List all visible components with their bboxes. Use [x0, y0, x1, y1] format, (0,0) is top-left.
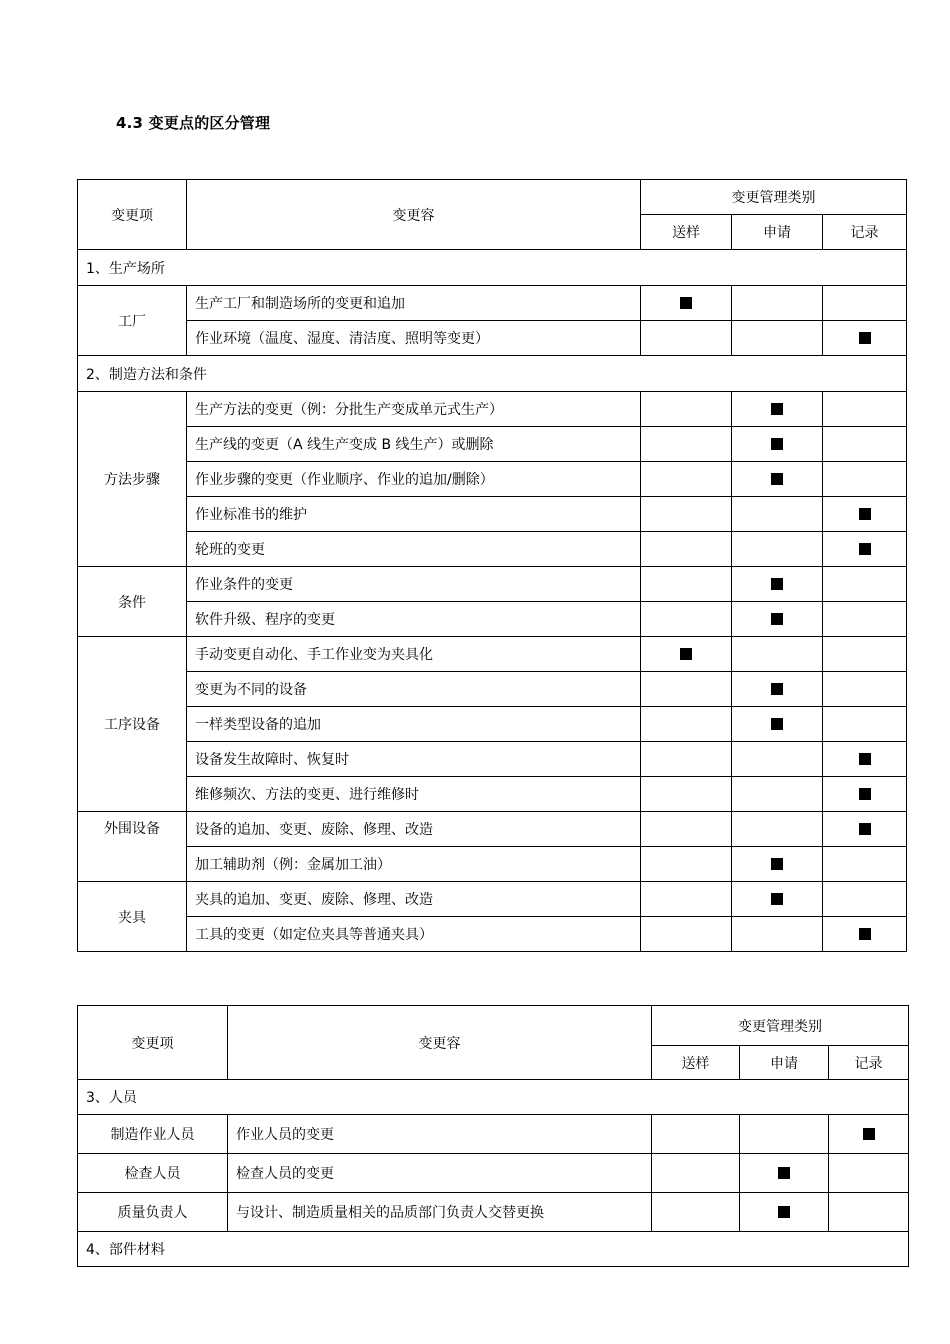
mark-cell-sample	[652, 1154, 740, 1193]
header-record: 记录	[829, 1046, 909, 1080]
section-title: 4、部件材料	[78, 1232, 909, 1267]
filled-square-icon	[859, 543, 871, 555]
mark-cell-record	[823, 917, 907, 952]
table-row	[78, 882, 907, 917]
change-content: 加工辅助剂（例：金属加工油）	[187, 847, 641, 882]
header-apply: 申请	[732, 215, 823, 250]
table-row	[78, 742, 907, 777]
filled-square-icon	[859, 753, 871, 765]
mark-cell-sample	[641, 286, 732, 321]
filled-square-icon	[680, 648, 692, 660]
table-row	[78, 497, 907, 532]
change-content: 夹具的追加、变更、废除、修理、改造	[187, 882, 641, 917]
section-title: 3、人员	[78, 1080, 909, 1115]
mark-cell-sample	[641, 392, 732, 427]
table-row	[78, 847, 907, 882]
filled-square-icon	[859, 788, 871, 800]
filled-square-icon	[863, 1128, 875, 1140]
mark-cell-sample	[641, 427, 732, 462]
mark-cell-record	[823, 812, 907, 847]
mark-cell-sample	[641, 602, 732, 637]
header-item: 变更项	[78, 1006, 228, 1080]
section-row	[78, 250, 907, 286]
mark-cell-record	[823, 882, 907, 917]
category-cell: 工序设备	[78, 637, 187, 812]
mark-cell-apply	[732, 777, 823, 812]
table-row	[78, 1193, 909, 1232]
category-cell: 夹具	[78, 882, 187, 952]
table-row	[78, 637, 907, 672]
mark-cell-record	[823, 497, 907, 532]
table-row	[78, 602, 907, 637]
mark-cell-record	[829, 1154, 909, 1193]
change-content: 与设计、制造质量相关的品质部门负责人交替更换	[228, 1193, 652, 1232]
table-row	[78, 427, 907, 462]
page-title: 4.3 变更点的区分管理	[116, 114, 271, 132]
mark-cell-sample	[641, 812, 732, 847]
filled-square-icon	[771, 403, 783, 415]
filled-square-icon	[771, 613, 783, 625]
filled-square-icon	[680, 297, 692, 309]
mark-cell-apply	[732, 321, 823, 356]
table-row	[78, 672, 907, 707]
change-content: 作业条件的变更	[187, 567, 641, 602]
table-row	[78, 707, 907, 742]
table-row	[78, 812, 907, 847]
table-row	[78, 567, 907, 602]
mark-cell-apply	[732, 742, 823, 777]
change-content: 变更为不同的设备	[187, 672, 641, 707]
change-content: 生产方法的变更（例：分批生产变成单元式生产）	[187, 392, 641, 427]
mark-cell-record	[823, 602, 907, 637]
mark-cell-record	[823, 637, 907, 672]
category-cell: 制造作业人员	[78, 1115, 228, 1154]
mark-cell-apply	[732, 532, 823, 567]
mark-cell-apply	[740, 1115, 829, 1154]
table-row	[78, 286, 907, 321]
header-apply: 申请	[740, 1046, 829, 1080]
section-title: 1、生产场所	[78, 250, 907, 286]
mark-cell-sample	[652, 1193, 740, 1232]
filled-square-icon	[859, 508, 871, 520]
mark-cell-apply	[732, 567, 823, 602]
mark-cell-record	[823, 427, 907, 462]
table-row	[78, 462, 907, 497]
filled-square-icon	[771, 893, 783, 905]
change-content: 生产线的变更（A 线生产变成 B 线生产）或删除	[187, 427, 641, 462]
mark-cell-sample	[641, 777, 732, 812]
change-content: 作业人员的变更	[228, 1115, 652, 1154]
mark-cell-apply	[732, 392, 823, 427]
filled-square-icon	[778, 1167, 790, 1179]
mark-cell-apply	[732, 427, 823, 462]
mark-cell-record	[823, 462, 907, 497]
mark-cell-apply	[732, 286, 823, 321]
table-row	[78, 1115, 909, 1154]
mark-cell-sample	[652, 1115, 740, 1154]
header-item: 变更项	[78, 180, 187, 250]
change-content: 设备的追加、变更、废除、修理、改造	[187, 812, 641, 847]
category-cell: 方法步骤	[78, 392, 187, 567]
mark-cell-record	[823, 847, 907, 882]
section-title: 2、制造方法和条件	[78, 356, 907, 392]
mark-cell-sample	[641, 742, 732, 777]
mark-cell-apply	[732, 462, 823, 497]
change-classification-table-1	[77, 179, 907, 952]
change-content: 一样类型设备的追加	[187, 707, 641, 742]
header-category: 变更管理类别	[641, 180, 907, 215]
section-row	[78, 1080, 909, 1115]
filled-square-icon	[771, 718, 783, 730]
mark-cell-apply	[732, 497, 823, 532]
change-content: 作业标准书的维护	[187, 497, 641, 532]
header-content: 变更容	[228, 1006, 652, 1080]
mark-cell-apply	[732, 637, 823, 672]
table-row	[78, 1154, 909, 1193]
mark-cell-apply	[732, 882, 823, 917]
mark-cell-apply	[740, 1154, 829, 1193]
mark-cell-apply	[732, 672, 823, 707]
change-content: 作业步骤的变更（作业顺序、作业的追加/删除）	[187, 462, 641, 497]
mark-cell-apply	[732, 707, 823, 742]
mark-cell-sample	[641, 707, 732, 742]
filled-square-icon	[771, 578, 783, 590]
change-content: 维修频次、方法的变更、进行维修时	[187, 777, 641, 812]
filled-square-icon	[771, 858, 783, 870]
mark-cell-sample	[641, 882, 732, 917]
change-content: 手动变更自动化、手工作业变为夹具化	[187, 637, 641, 672]
category-cell: 外围设备	[78, 812, 187, 882]
mark-cell-record	[823, 707, 907, 742]
header-record: 记录	[823, 215, 907, 250]
header-content: 变更容	[187, 180, 641, 250]
mark-cell-apply	[732, 917, 823, 952]
mark-cell-record	[829, 1193, 909, 1232]
category-cell: 条件	[78, 567, 187, 637]
mark-cell-record	[823, 286, 907, 321]
change-content: 作业环境（温度、湿度、清洁度、照明等变更）	[187, 321, 641, 356]
mark-cell-record	[823, 777, 907, 812]
mark-cell-record	[823, 672, 907, 707]
mark-cell-record	[823, 742, 907, 777]
change-content: 设备发生故障时、恢复时	[187, 742, 641, 777]
mark-cell-apply	[732, 812, 823, 847]
category-cell: 检查人员	[78, 1154, 228, 1193]
header-sample: 送样	[641, 215, 732, 250]
change-content: 检查人员的变更	[228, 1154, 652, 1193]
mark-cell-sample	[641, 462, 732, 497]
mark-cell-sample	[641, 672, 732, 707]
change-content: 软件升级、程序的变更	[187, 602, 641, 637]
header-category: 变更管理类别	[652, 1006, 909, 1046]
change-content: 生产工厂和制造场所的变更和追加	[187, 286, 641, 321]
filled-square-icon	[771, 473, 783, 485]
change-classification-table-2	[77, 1005, 909, 1267]
table-row	[78, 777, 907, 812]
mark-cell-apply	[732, 847, 823, 882]
table-row	[78, 392, 907, 427]
mark-cell-apply	[740, 1193, 829, 1232]
mark-cell-record	[823, 321, 907, 356]
mark-cell-record	[823, 532, 907, 567]
filled-square-icon	[771, 683, 783, 695]
mark-cell-sample	[641, 567, 732, 602]
mark-cell-sample	[641, 497, 732, 532]
category-cell: 质量负责人	[78, 1193, 228, 1232]
section-row	[78, 1232, 909, 1267]
mark-cell-record	[823, 567, 907, 602]
mark-cell-sample	[641, 532, 732, 567]
mark-cell-record	[823, 392, 907, 427]
mark-cell-record	[829, 1115, 909, 1154]
mark-cell-sample	[641, 321, 732, 356]
mark-cell-sample	[641, 847, 732, 882]
change-content: 轮班的变更	[187, 532, 641, 567]
mark-cell-sample	[641, 917, 732, 952]
change-content: 工具的变更（如定位夹具等普通夹具）	[187, 917, 641, 952]
header-row	[78, 1006, 909, 1046]
filled-square-icon	[859, 823, 871, 835]
filled-square-icon	[771, 438, 783, 450]
section-row	[78, 356, 907, 392]
filled-square-icon	[859, 928, 871, 940]
table-row	[78, 532, 907, 567]
table-row	[78, 321, 907, 356]
category-cell: 工厂	[78, 286, 187, 356]
table-row	[78, 917, 907, 952]
header-row	[78, 180, 907, 215]
filled-square-icon	[778, 1206, 790, 1218]
mark-cell-sample	[641, 637, 732, 672]
mark-cell-apply	[732, 602, 823, 637]
header-sample: 送样	[652, 1046, 740, 1080]
filled-square-icon	[859, 332, 871, 344]
